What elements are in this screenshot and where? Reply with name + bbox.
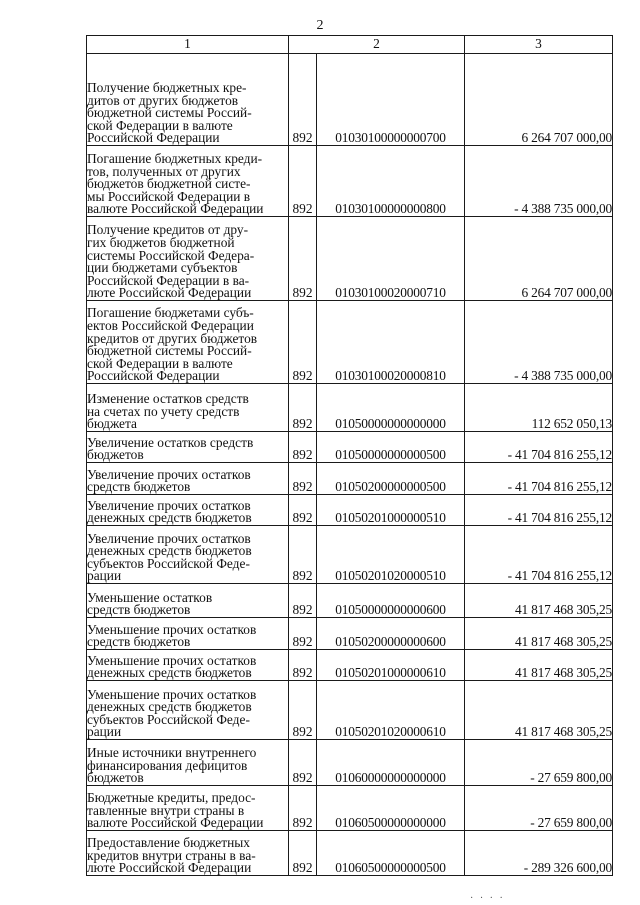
row-name: Уменьшение прочих остатков средств бюджетов — [87, 618, 289, 650]
row-admin-code: 892 — [289, 681, 317, 740]
header-col-3: 3 — [465, 36, 613, 54]
table-row — [87, 650, 613, 681]
row-classification-code: 01030100000000700 — [317, 54, 465, 146]
row-classification-code: 01060500000000000 — [317, 786, 465, 831]
row-name: Бюджетные кредиты, предос- тавленные внутри страны в валюте Российской Федерации — [87, 786, 289, 831]
row-amount: 41 817 468 305,25 — [465, 681, 613, 740]
row-admin-code: 892 — [289, 618, 317, 650]
budget-sources-table — [86, 35, 613, 876]
row-name: Иные источники внутреннего финансирования дефицитов бюджетов — [87, 740, 289, 786]
row-name: Увеличение прочих остатков денежных средств бюджетов субъектов Российской Феде- рации — [87, 526, 289, 584]
row-admin-code: 892 — [289, 831, 317, 876]
row-amount: - 289 326 600,00 — [465, 831, 613, 876]
table-row — [87, 618, 613, 650]
row-admin-code: 892 — [289, 584, 317, 618]
row-amount: - 41 704 816 255,12 — [465, 463, 613, 495]
row-name: Погашение бюджетных креди- тов, полученных от других бюджетов бюджетной систе- мы Российской Федерации в валюте Российской Федерации — [87, 146, 289, 217]
row-amount: 41 817 468 305,25 — [465, 650, 613, 681]
table-row — [87, 217, 613, 301]
row-amount: - 4 388 735 000,00 — [465, 301, 613, 384]
row-admin-code: 892 — [289, 463, 317, 495]
header-row — [87, 36, 613, 54]
table-row — [87, 463, 613, 495]
row-classification-code: 01050201000000510 — [317, 495, 465, 526]
table-row — [87, 432, 613, 463]
table-row — [87, 146, 613, 217]
scan-artifact-marks: · · · · — [470, 893, 505, 904]
table-row — [87, 584, 613, 618]
row-admin-code: 892 — [289, 740, 317, 786]
row-name: Увеличение прочих остатков денежных средств бюджетов — [87, 495, 289, 526]
row-classification-code: 01050200000000500 — [317, 463, 465, 495]
row-name: Погашение бюджетами субъ- ектов Российской Федерации кредитов от других бюджетов бюджетной системы Россий- ской Федерации в валюте Российской Федерации — [87, 301, 289, 384]
row-amount: - 41 704 816 255,12 — [465, 495, 613, 526]
table-header — [87, 36, 613, 54]
row-classification-code: 01060000000000000 — [317, 740, 465, 786]
row-amount: 6 264 707 000,00 — [465, 217, 613, 301]
table-row — [87, 384, 613, 432]
table-row — [87, 495, 613, 526]
row-amount: - 41 704 816 255,12 — [465, 526, 613, 584]
row-admin-code: 892 — [289, 526, 317, 584]
table-row — [87, 526, 613, 584]
row-amount: - 27 659 800,00 — [465, 786, 613, 831]
row-classification-code: 01030100000000800 — [317, 146, 465, 217]
row-classification-code: 01050201020000610 — [317, 681, 465, 740]
header-col-1: 1 — [87, 36, 289, 54]
row-admin-code: 892 — [289, 786, 317, 831]
row-classification-code: 01030100020000810 — [317, 301, 465, 384]
row-classification-code: 01050201020000510 — [317, 526, 465, 584]
row-admin-code: 892 — [289, 301, 317, 384]
row-classification-code: 01050000000000000 — [317, 384, 465, 432]
row-amount: 112 652 050,13 — [465, 384, 613, 432]
row-classification-code: 01050201000000610 — [317, 650, 465, 681]
row-name: Получение бюджетных кре- дитов от других бюджетов бюджетной системы Россий- ской Федерации в валюте Российской Федерации — [87, 54, 289, 146]
row-amount: 6 264 707 000,00 — [465, 54, 613, 146]
row-name: Изменение остатков средств на счетах по учету средств бюджета — [87, 384, 289, 432]
row-classification-code: 01050200000000600 — [317, 618, 465, 650]
table-row — [87, 54, 613, 146]
row-amount: - 41 704 816 255,12 — [465, 432, 613, 463]
table-row — [87, 681, 613, 740]
table-row — [87, 831, 613, 876]
row-name: Получение кредитов от дру- гих бюджетов бюджетной системы Российской Федера- ции бюджетами субъектов Российской Федерации в ва- люте Российской Федерации — [87, 217, 289, 301]
row-classification-code: 01050000000000500 — [317, 432, 465, 463]
row-amount: - 27 659 800,00 — [465, 740, 613, 786]
row-admin-code: 892 — [289, 432, 317, 463]
row-name: Уменьшение остатков средств бюджетов — [87, 584, 289, 618]
row-classification-code: 01050000000000600 — [317, 584, 465, 618]
row-name: Уменьшение прочих остатков денежных средств бюджетов — [87, 650, 289, 681]
page-number: 2 — [316, 18, 324, 33]
row-name: Увеличение прочих остатков средств бюджетов — [87, 463, 289, 495]
row-admin-code: 892 — [289, 495, 317, 526]
header-col-2: 2 — [289, 36, 465, 54]
row-classification-code: 01030100020000710 — [317, 217, 465, 301]
row-amount: 41 817 468 305,25 — [465, 584, 613, 618]
table-row — [87, 301, 613, 384]
row-admin-code: 892 — [289, 384, 317, 432]
row-amount: 41 817 468 305,25 — [465, 618, 613, 650]
row-admin-code: 892 — [289, 650, 317, 681]
row-amount: - 4 388 735 000,00 — [465, 146, 613, 217]
row-admin-code: 892 — [289, 146, 317, 217]
table-row — [87, 740, 613, 786]
row-classification-code: 01060500000000500 — [317, 831, 465, 876]
row-name: Уменьшение прочих остатков денежных средств бюджетов субъектов Российской Феде- рации — [87, 681, 289, 740]
row-admin-code: 892 — [289, 217, 317, 301]
table-row — [87, 786, 613, 831]
table-body — [87, 54, 613, 876]
row-admin-code: 892 — [289, 54, 317, 146]
row-name: Увеличение остатков средств бюджетов — [87, 432, 289, 463]
row-name: Предоставление бюджетных кредитов внутри страны в ва- люте Российской Федерации — [87, 831, 289, 876]
